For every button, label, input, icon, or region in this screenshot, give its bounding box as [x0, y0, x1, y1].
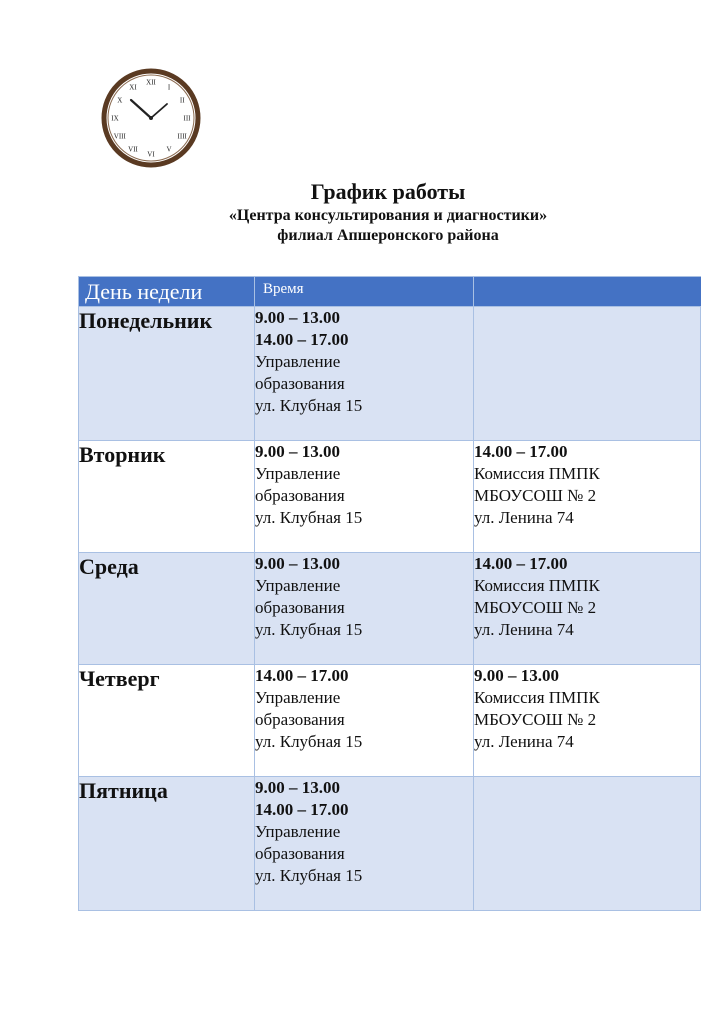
location-line: ул. Ленина 74 [474, 732, 574, 751]
clock-numeral: IX [111, 114, 119, 123]
clock-numeral: III [183, 114, 191, 123]
clock-icon [101, 68, 201, 168]
schedule-cell [474, 553, 701, 665]
clock-numeral: VII [128, 145, 138, 154]
header-time: Время [255, 277, 474, 307]
schedule-cell [255, 665, 474, 777]
location-line: Управление [255, 352, 341, 371]
location-line: ул. Клубная 15 [255, 732, 363, 751]
schedule-cell [255, 307, 474, 441]
time-range: 14.00 – 17.00 [255, 666, 349, 685]
location-line: Управление [255, 822, 341, 841]
location-line: МБОУСОШ № 2 [474, 486, 597, 505]
schedule-cell [255, 553, 474, 665]
schedule-cell [474, 441, 701, 553]
clock-numeral: VI [147, 150, 155, 159]
clock-numeral: X [117, 96, 123, 105]
location-line: ул. Клубная 15 [255, 396, 363, 415]
schedule-cell [474, 777, 701, 911]
clock-numeral: IIII [177, 132, 187, 141]
location-line: ул. Ленина 74 [474, 508, 574, 527]
clock-numeral: VIII [113, 132, 126, 141]
time-range: 14.00 – 17.00 [474, 442, 568, 461]
page-subtitle: «Центра консультирования и диагностики» [228, 207, 548, 224]
location-line: ул. Клубная 15 [255, 508, 363, 527]
schedule-table [78, 276, 701, 911]
header-extra [474, 277, 701, 307]
clock-numeral: XII [146, 78, 156, 87]
time-range: 9.00 – 13.00 [255, 554, 340, 573]
location-line: Управление [255, 576, 341, 595]
location-line: Комиссия ПМПК [474, 688, 600, 707]
schedule-cell [474, 307, 701, 441]
table-header-row [79, 277, 701, 307]
time-range: 14.00 – 17.00 [474, 554, 568, 573]
clock-numeral: V [166, 145, 172, 154]
location-line: ул. Ленина 74 [474, 620, 574, 639]
day-cell: Четверг [79, 665, 255, 777]
table-row [79, 307, 701, 441]
location-line: Комиссия ПМПК [474, 464, 600, 483]
clock-numeral: I [167, 83, 171, 92]
time-range: 14.00 – 17.00 [255, 800, 349, 819]
location-line: МБОУСОШ № 2 [474, 710, 597, 729]
time-range: 9.00 – 13.00 [255, 442, 340, 461]
location-line: образования [255, 710, 345, 729]
location-line: МБОУСОШ № 2 [474, 598, 597, 617]
schedule-cell [255, 441, 474, 553]
location-line: ул. Клубная 15 [255, 866, 363, 885]
day-cell: Понедельник [79, 307, 255, 441]
location-line: Комиссия ПМПК [474, 576, 600, 595]
table-row [79, 441, 701, 553]
page-title: График работы [310, 179, 466, 204]
table-row [79, 553, 701, 665]
location-line: образования [255, 598, 345, 617]
header-day: День недели [79, 277, 255, 307]
location-line: образования [255, 374, 345, 393]
branch-name: филиал Апшеронского района [277, 227, 499, 244]
day-cell: Пятница [79, 777, 255, 911]
clock-center [149, 116, 153, 120]
location-line: образования [255, 844, 345, 863]
clock-numeral: XI [129, 83, 137, 92]
day-cell: Вторник [79, 441, 255, 553]
location-line: образования [255, 486, 345, 505]
day-cell: Среда [79, 553, 255, 665]
location-line: ул. Клубная 15 [255, 620, 363, 639]
heading [0, 178, 724, 246]
time-range: 9.00 – 13.00 [255, 778, 340, 797]
schedule-cell [255, 777, 474, 911]
location-line: Управление [255, 688, 341, 707]
location-line: Управление [255, 464, 341, 483]
table-row [79, 665, 701, 777]
schedule-cell [474, 665, 701, 777]
clock-numeral: II [179, 96, 185, 105]
time-range: 9.00 – 13.00 [255, 308, 340, 327]
time-range: 14.00 – 17.00 [255, 330, 349, 349]
time-range: 9.00 – 13.00 [474, 666, 559, 685]
table-row [79, 777, 701, 911]
